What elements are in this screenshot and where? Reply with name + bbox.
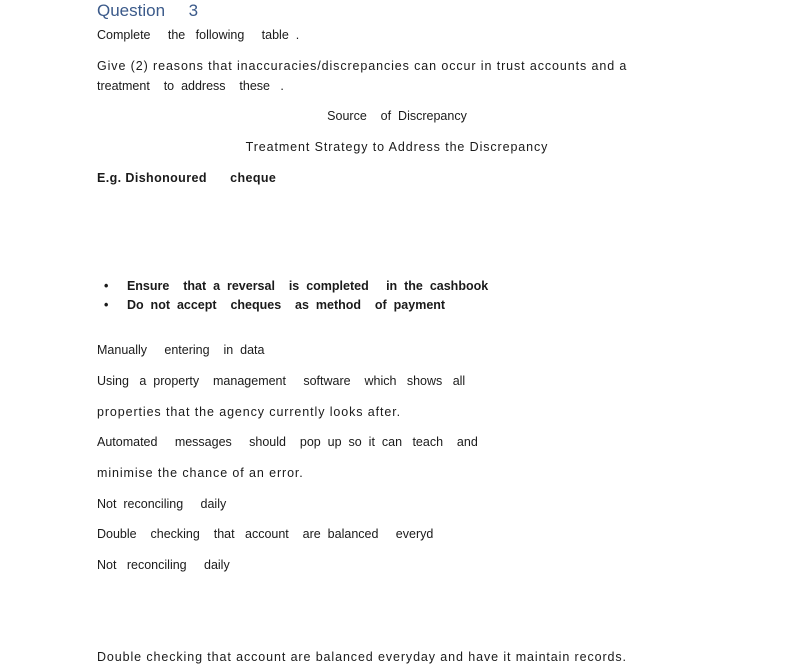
column-header-treatment: Treatment Strategy to Address the Discrepancy xyxy=(245,140,549,154)
column-header-source: Source of Discrepancy xyxy=(327,109,467,123)
instruction-text: Complete the following table . xyxy=(97,28,300,42)
answer-line: Using a property management software which shows all xyxy=(97,374,466,388)
bullet-icon: • xyxy=(103,279,109,293)
bullet-text: Ensure that a reversal is completed in the cashbook xyxy=(126,279,489,293)
question-heading: Question 3 xyxy=(97,1,199,20)
task-text-line-2: treatment to address these . xyxy=(97,79,284,93)
final-answer-line: Double checking that account are balanced everyday and have it maintain records. xyxy=(97,650,627,664)
answer-line: minimise the chance of an error. xyxy=(97,466,304,480)
answer-line: Automated messages should pop up so it can teach and xyxy=(97,435,478,449)
answer-line: Manually entering in data xyxy=(97,343,265,357)
bullet-text: Do not accept cheques as method of payment xyxy=(126,298,446,312)
answer-line: properties that the agency currently looks after. xyxy=(97,405,401,419)
task-text-line-1: Give (2) reasons that inaccuracies/discrepancies can occur in trust accounts and a xyxy=(97,59,628,73)
answer-line: Not reconciling daily xyxy=(97,558,230,572)
bullet-icon: • xyxy=(103,298,109,312)
example-row-label: E.g. Dishonoured cheque xyxy=(97,171,277,185)
answer-line: Not reconciling daily xyxy=(97,497,227,511)
bullet-item xyxy=(97,281,445,313)
answer-line: Double checking that account are balanced everyd xyxy=(97,527,434,541)
